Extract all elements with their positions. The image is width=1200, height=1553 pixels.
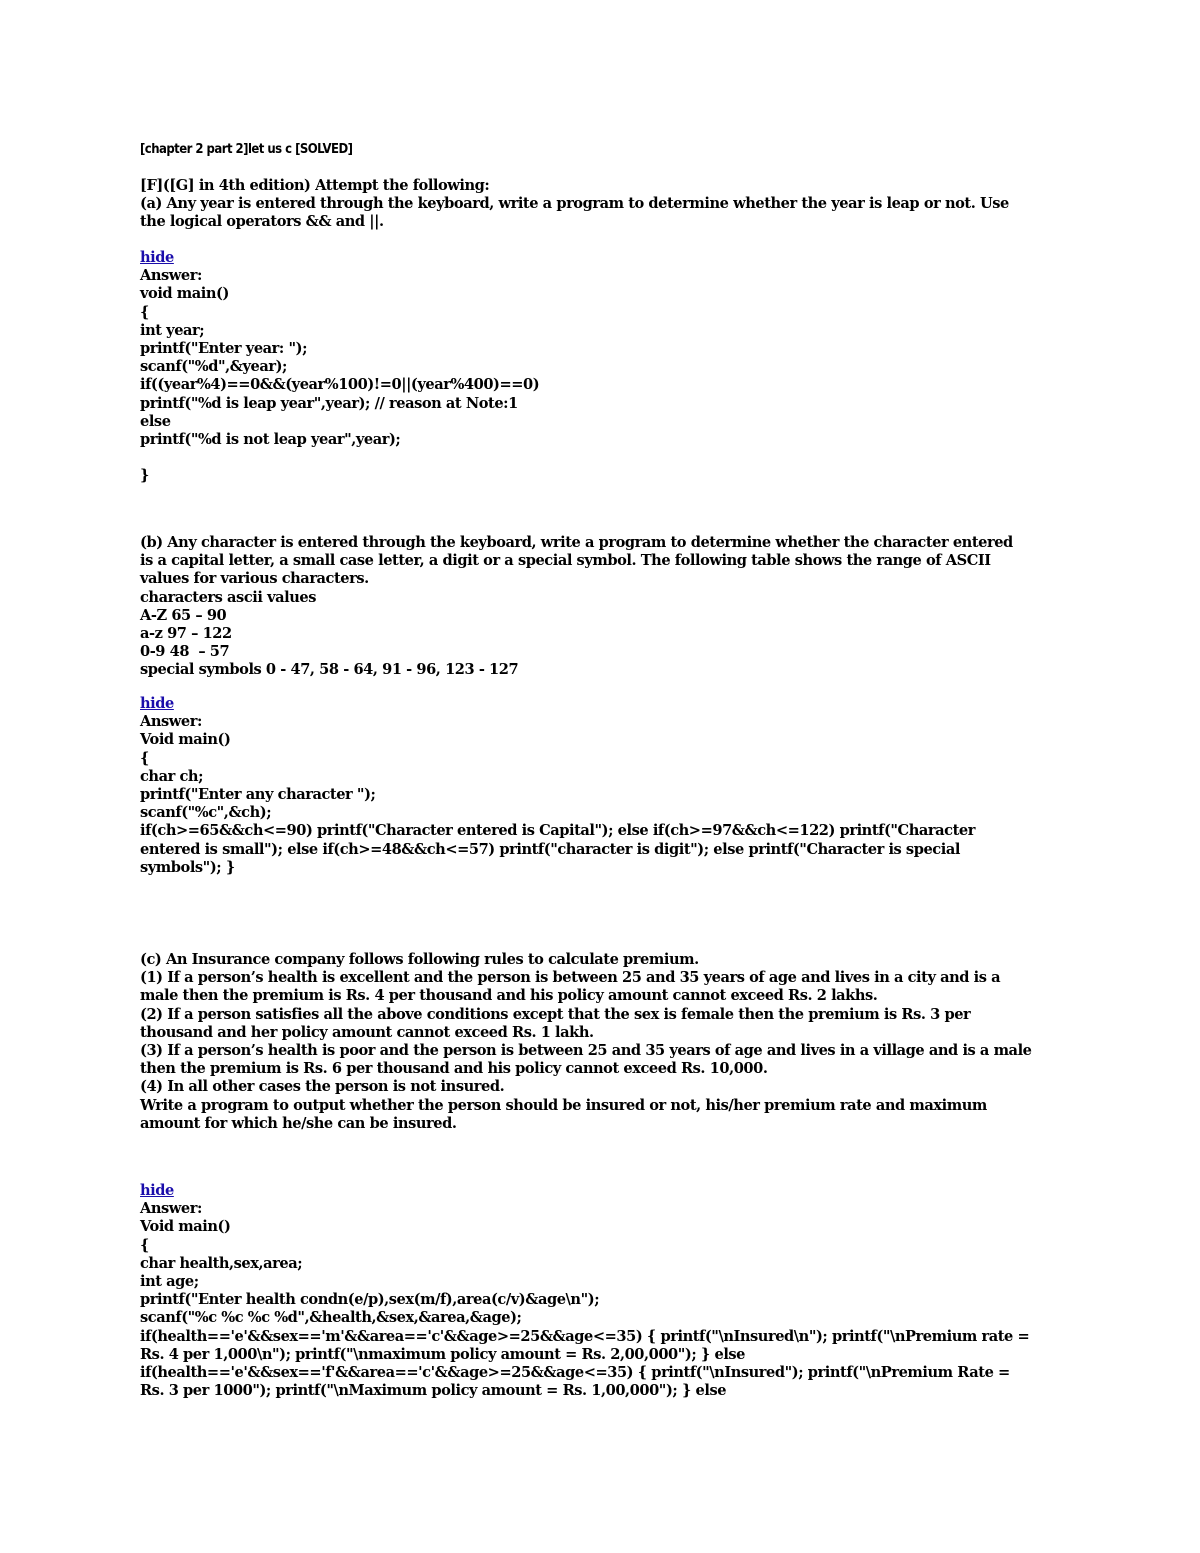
question-c-text: male then the premium is Rs. 4 per thousand and his policy amount cannot exceed Rs. 2 lakhs. <box>140 987 878 1005</box>
code-line: scanf("%c %c %c %d",&health,&sex,&area,&age); <box>140 1309 522 1327</box>
answer-label: Answer: <box>140 1200 202 1218</box>
ascii-table-row: special symbols 0 - 47, 58 - 64, 91 - 96, 123 - 127 <box>140 661 519 679</box>
code-line: int year; <box>140 321 205 339</box>
hide-answer-a-link[interactable]: hide <box>140 249 174 266</box>
question-c-text: (2) If a person satisfies all the above conditions except that the sex is female then the premium is Rs. 3 per <box>140 1005 971 1023</box>
question-c-text: (1) If a person’s health is excellent and the person is between 25 and 35 years of age and lives in a city and is a <box>140 969 1001 987</box>
code-line: entered is small"); else if(ch>=48&&ch<=57) printf("character is digit"); else printf("Character is special <box>140 840 960 858</box>
answer-c-block <box>140 1182 1060 1400</box>
section-heading: [F]([G] in 4th edition) Attempt the following: <box>140 177 490 194</box>
code-line: printf("%d is not leap year",year); <box>140 431 401 449</box>
question-c-text: (c) An Insurance company follows following rules to calculate premium. <box>140 951 699 968</box>
code-line: printf("Enter health condn(e/p),sex(m/f),area(c/v)&age\n"); <box>140 1291 600 1309</box>
question-b-text: values for various characters. <box>140 570 369 588</box>
code-line: printf("%d is leap year",year); // reason at Note:1 <box>140 394 518 412</box>
question-a-text: (a) Any year is entered through the keyboard, write a program to determine whether the year is leap or not. Use <box>140 195 1009 213</box>
code-line: { <box>140 749 149 767</box>
code-line: if(health=='e'&&sex=='f'&&area=='c'&&age>=25&&age<=35) { printf("\nInsured"); printf("\nPremium Rate = <box>140 1364 1010 1382</box>
code-a <box>140 285 1060 485</box>
question-c-block <box>140 951 1060 1133</box>
ascii-table-row: 0-9 48 – 57 <box>140 643 230 661</box>
code-line: symbols"); } <box>140 858 235 876</box>
question-a-block <box>140 177 1060 232</box>
code-line: void main() <box>140 285 229 303</box>
question-c-text: amount for which he/she can be insured. <box>140 1114 457 1132</box>
question-c-text: thousand and her policy amount cannot exceed Rs. 1 lakh. <box>140 1023 594 1041</box>
code-line: scanf("%c",&ch); <box>140 804 272 822</box>
code-c <box>140 1218 1060 1400</box>
code-line: else <box>140 412 171 430</box>
ascii-table-row: A-Z 65 – 90 <box>140 606 227 624</box>
question-c-text: (4) In all other cases the person is not insured. <box>140 1078 505 1096</box>
code-line: if(health=='e'&&sex=='m'&&area=='c'&&age>=25&&age<=35) { printf("\nInsured\n"); printf("\nPremium rate = <box>140 1327 1030 1345</box>
code-line: Void main() <box>140 731 231 749</box>
code-line <box>140 449 1060 467</box>
answer-b-block <box>140 695 1060 877</box>
ascii-table-header: characters ascii values <box>140 588 316 606</box>
code-line: Void main() <box>140 1218 231 1236</box>
code-line: Rs. 4 per 1,000\n"); printf("\nmaximum policy amount = Rs. 2,00,000"); } else <box>140 1345 746 1363</box>
hide-answer-c-link[interactable]: hide <box>140 1182 174 1199</box>
code-line: int age; <box>140 1273 199 1291</box>
code-line: if((year%4)==0&&(year%100)!=0||(year%400)==0) <box>140 376 540 394</box>
page-title: [chapter 2 part 2]let us c [SOLVED] <box>140 142 353 157</box>
question-c-text: then the premium is Rs. 6 per thousand and his policy cannot exceed Rs. 10,000. <box>140 1060 768 1078</box>
code-b <box>140 731 1060 877</box>
question-b-block <box>140 534 1060 680</box>
question-a-text: the logical operators && and ||. <box>140 213 384 231</box>
code-line: if(ch>=65&&ch<=90) printf("Character entered is Capital"); else if(ch>=97&&ch<=122) printf("Character <box>140 822 975 840</box>
code-line: scanf("%d",&year); <box>140 358 287 376</box>
code-line: } <box>140 467 149 485</box>
code-line: { <box>140 303 149 321</box>
code-line: char ch; <box>140 767 204 785</box>
question-c-text: (3) If a person’s health is poor and the person is between 25 and 35 years of age and lives in a village and is a male <box>140 1042 1032 1060</box>
code-line: printf("Enter any character "); <box>140 786 376 804</box>
answer-a-block <box>140 249 1060 486</box>
question-c-text: Write a program to output whether the person should be insured or not, his/her premium rate and maximum <box>140 1096 987 1114</box>
code-line: printf("Enter year: "); <box>140 340 308 358</box>
answer-label: Answer: <box>140 267 202 285</box>
code-line: Rs. 3 per 1000"); printf("\nMaximum policy amount = Rs. 1,00,000"); } else <box>140 1382 727 1400</box>
answer-label: Answer: <box>140 713 202 731</box>
ascii-table-row: a-z 97 – 122 <box>140 625 232 643</box>
code-line: { <box>140 1236 149 1254</box>
question-b-text: (b) Any character is entered through the keyboard, write a program to determine whether the character entered <box>140 534 1013 551</box>
question-b-text: is a capital letter, a small case letter, a digit or a special symbol. The following table shows the range of ASCII <box>140 552 991 570</box>
hide-answer-b-link[interactable]: hide <box>140 695 174 712</box>
code-line: char health,sex,area; <box>140 1254 303 1272</box>
